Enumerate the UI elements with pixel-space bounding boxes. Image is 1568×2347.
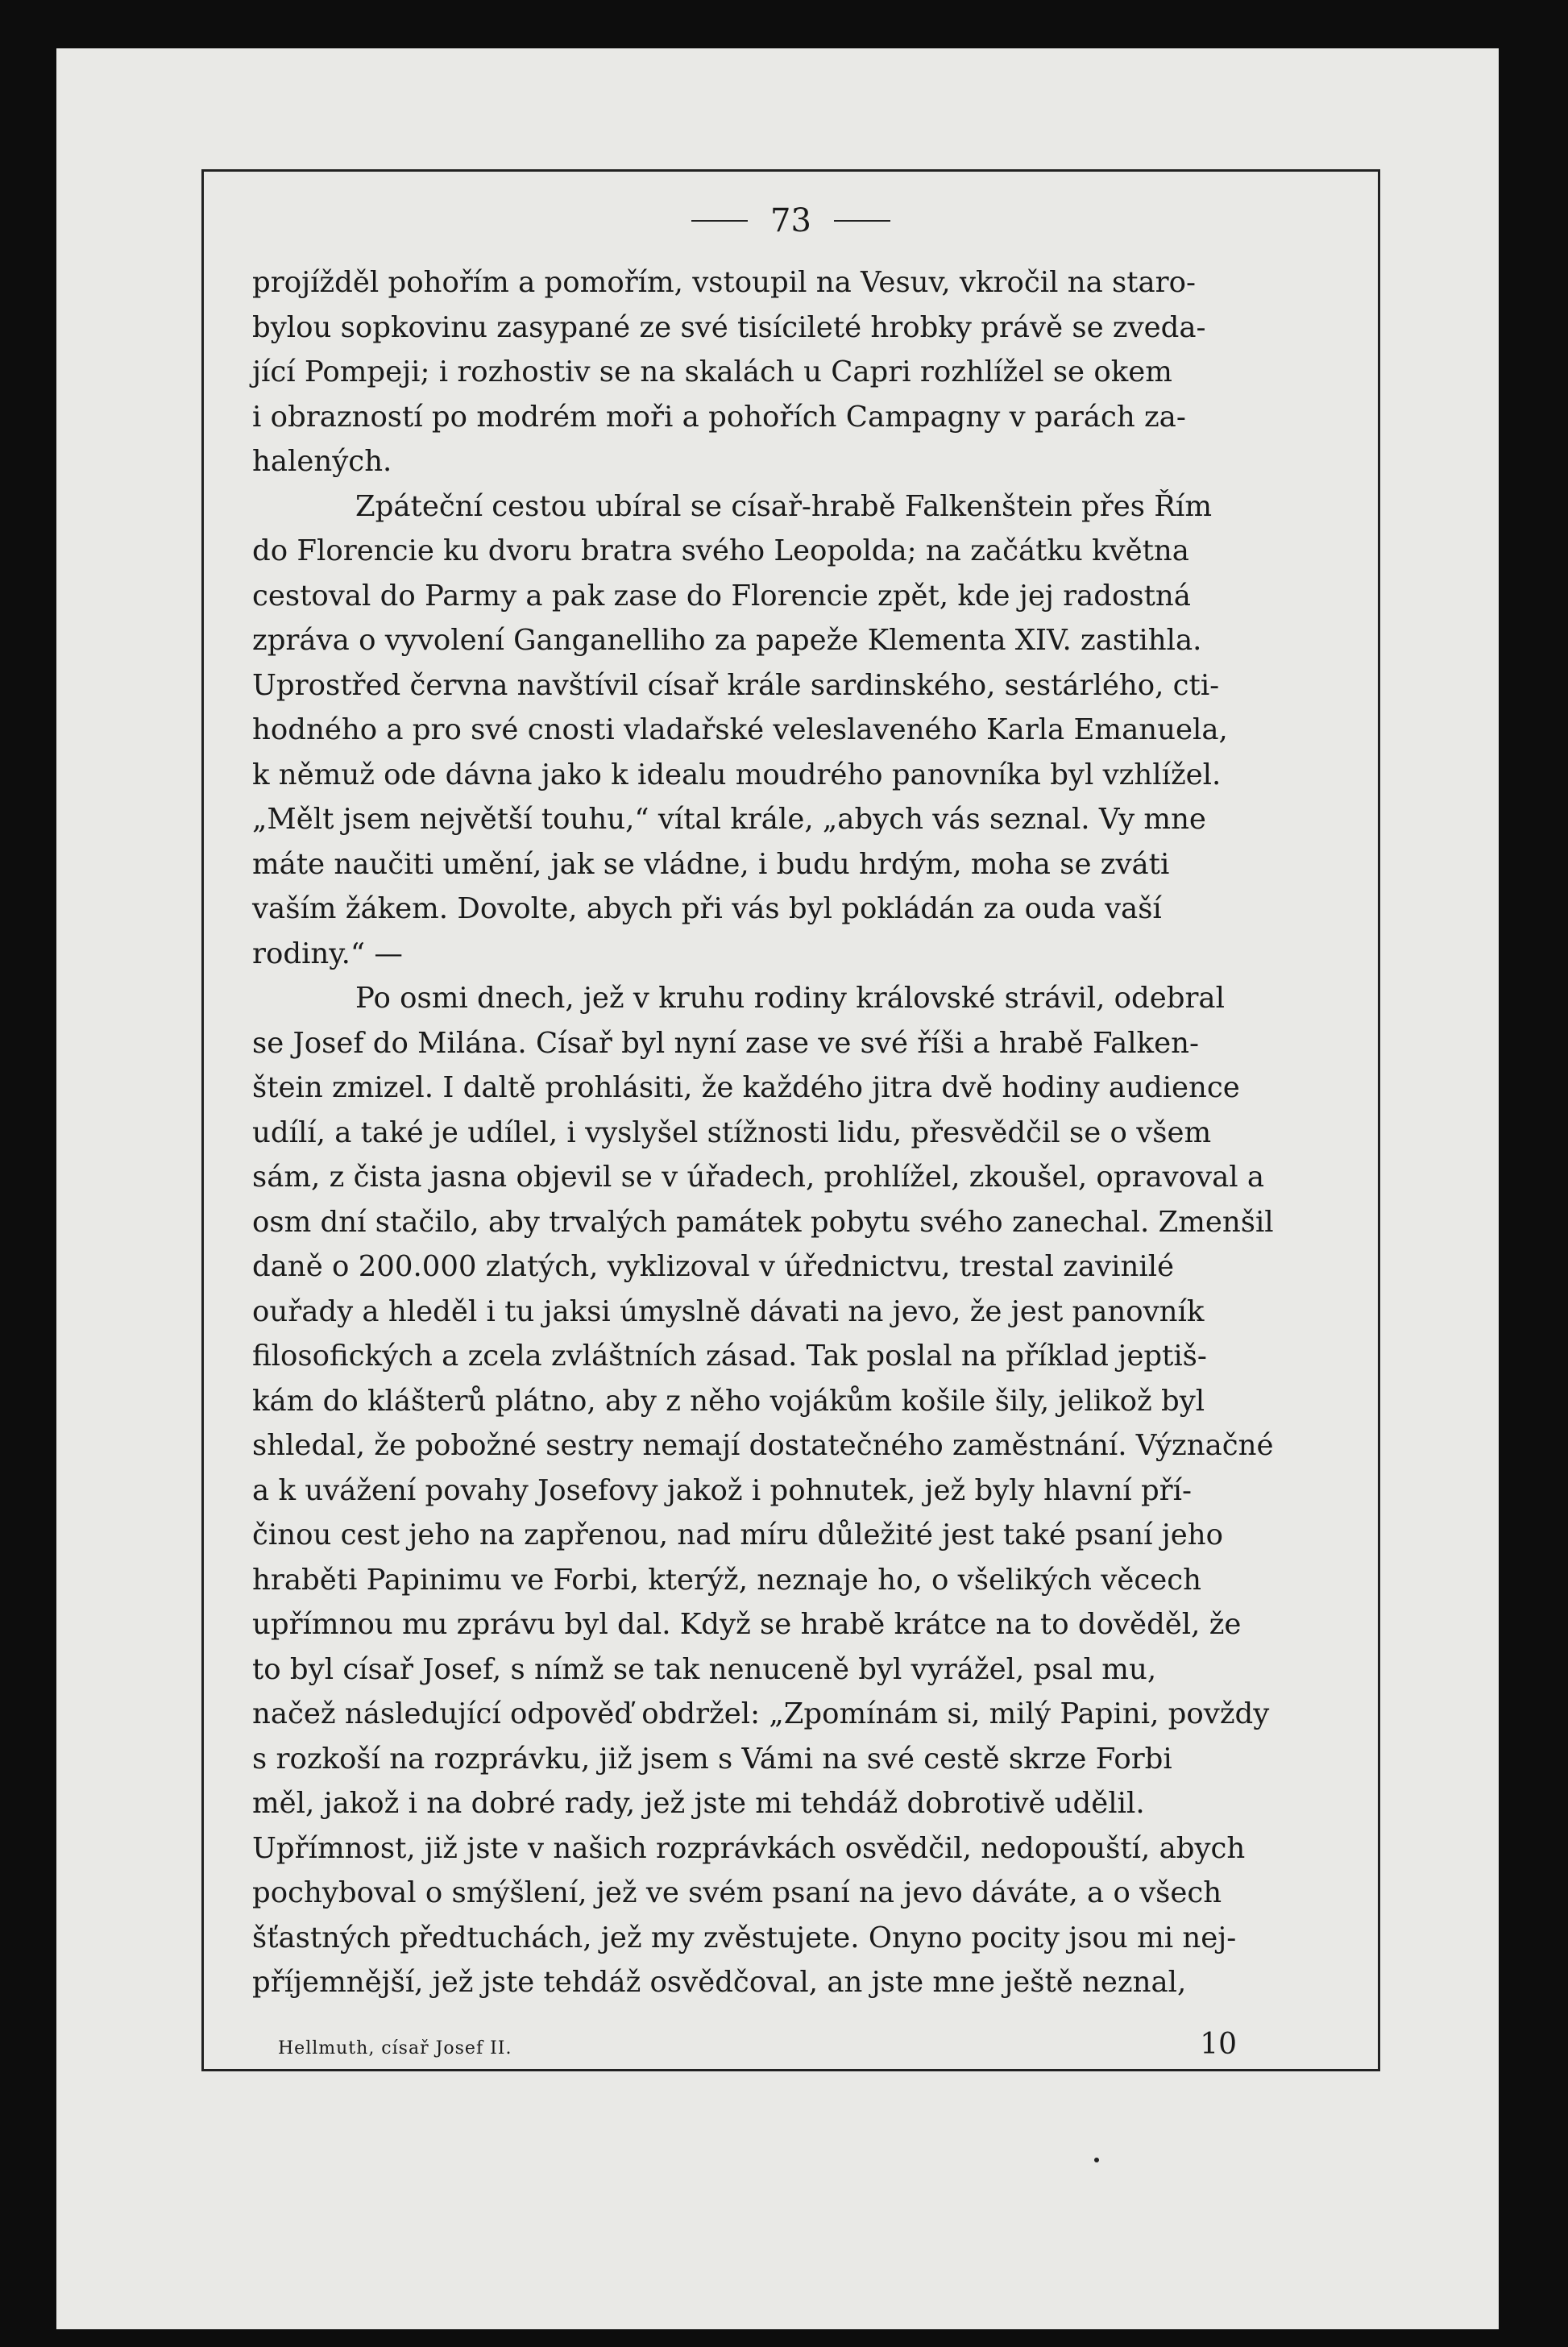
- body-text: [252, 260, 1330, 2005]
- paragraph-1: projížděl pohořím a pomořím, vstoupil na Vesuv, vkročil na staro- bylou sopkovinu zasypané ze své tisícileté hrobky právě se zveda- jící Pompeji; i rozhostiv se na skalách u Capri rozhlížel se okem i obrazností po modrém moři a pohořích Campagny v parách za- halených.: [252, 266, 1206, 478]
- page-number: 73: [770, 202, 811, 239]
- book-page: [56, 48, 1499, 2329]
- ink-speck: [1094, 2158, 1099, 2162]
- signature-mark: Hellmuth, císař Josef II.: [278, 2038, 512, 2058]
- paragraph-2: Zpáteční cestou ubíral se císař-hrabě Falkenštein přes Řím do Florencie ku dvoru bratra svého Leopolda; na začátku května cestoval do Parmy a pak zase do Florencie zpět, kde jej radostná zpráva o vyvolení Ganganelliho za papeže Klementa XIV. zastihla. Uprostřed června navštívil císař krále sardinského, sestárlého, cti- hodného a pro své cnosti vladařské veleslaveného Karla Emanuela, k němuž ode dávna jako k idealu moudrého panovníka byl vzhlížel. „Mělt jsem největší touhu,“ vítal krále, „abych vás seznal. Vy mne máte naučiti umění, jak se vládne, i budu hrdým, moha se zváti vaším žákem. Dovolte, abych při vás byl pokládán za ouda vaší rodiny.“ —: [252, 489, 1228, 970]
- sheet-number: 10: [1200, 2028, 1237, 2061]
- text-frame: [201, 169, 1380, 2071]
- page-footer: [278, 2028, 1237, 2060]
- paragraph-3: Po osmi dnech, jež v kruhu rodiny královské strávil, odebral se Josef do Milána. Císař byl nyní zase ve své říši a hrabě Falken- štein zmizel. I daltě prohlásiti, že každého jitra dvě hodiny audience udílí, a také je udílel, i vyslyšel stížnosti lidu, přesvědčil se o všem sám, z čista jasna objevil se v úřadech, prohlížel, zkoušel, opravoval a osm dní stačilo, aby trvalých památek pobytu svého zanechal. Zmenšil daně o 200.000 zlatých, vyklizoval v úřednictvu, trestal zavinilé ouřady a hleděl i tu jaksi úmyslně dávati na jevo, že jest panovník filosofických a zcela zvláštních zásad. Tak poslal na příklad jeptiš- kám do klášterů plátno, aby z něho vojákům košile šily, jelikož byl shledal, že pobožné sestry nemají dostatečného zaměstnání. Význačné a k uvážení povahy Josefovy jakož i pohnutek, jež byly hlavní pří- činou cest jeho na zapřenou, nad míru důležité jest také psaní jeho hraběti Papinimu ve Forbi, kterýž, neznaje ho, o všelikých věcech upřímnou mu zprávu byl dal. Když se hrabě krátce na to dověděl, že to byl císař Josef, s nímž se tak nenuceně byl vyrážel, psal mu, načež následující odpověď obdržel: „Zpomínám si, milý Papini, povždy s rozkoší na rozprávku, již jsem s Vámi na své cestě skrze Forbi měl, jakož i na dobré rady, jež jste mi tehdáž dobrotivě udělil. Upřímnost, již jste v našich rozprávkách osvědčil, nedopouští, abych pochyboval o smýšlení, jež ve svém psaní na jevo dáváte, a o všech šťastných předtuchách, jež my zvěstujete. Onyno pocity jsou mi nej- příjemnější, jež jste tehdáž osvědčoval, an jste mne ještě neznal,: [252, 982, 1274, 1999]
- header-rule-right: [834, 220, 890, 222]
- header-rule-left: [691, 220, 748, 222]
- page-header: [204, 201, 1378, 241]
